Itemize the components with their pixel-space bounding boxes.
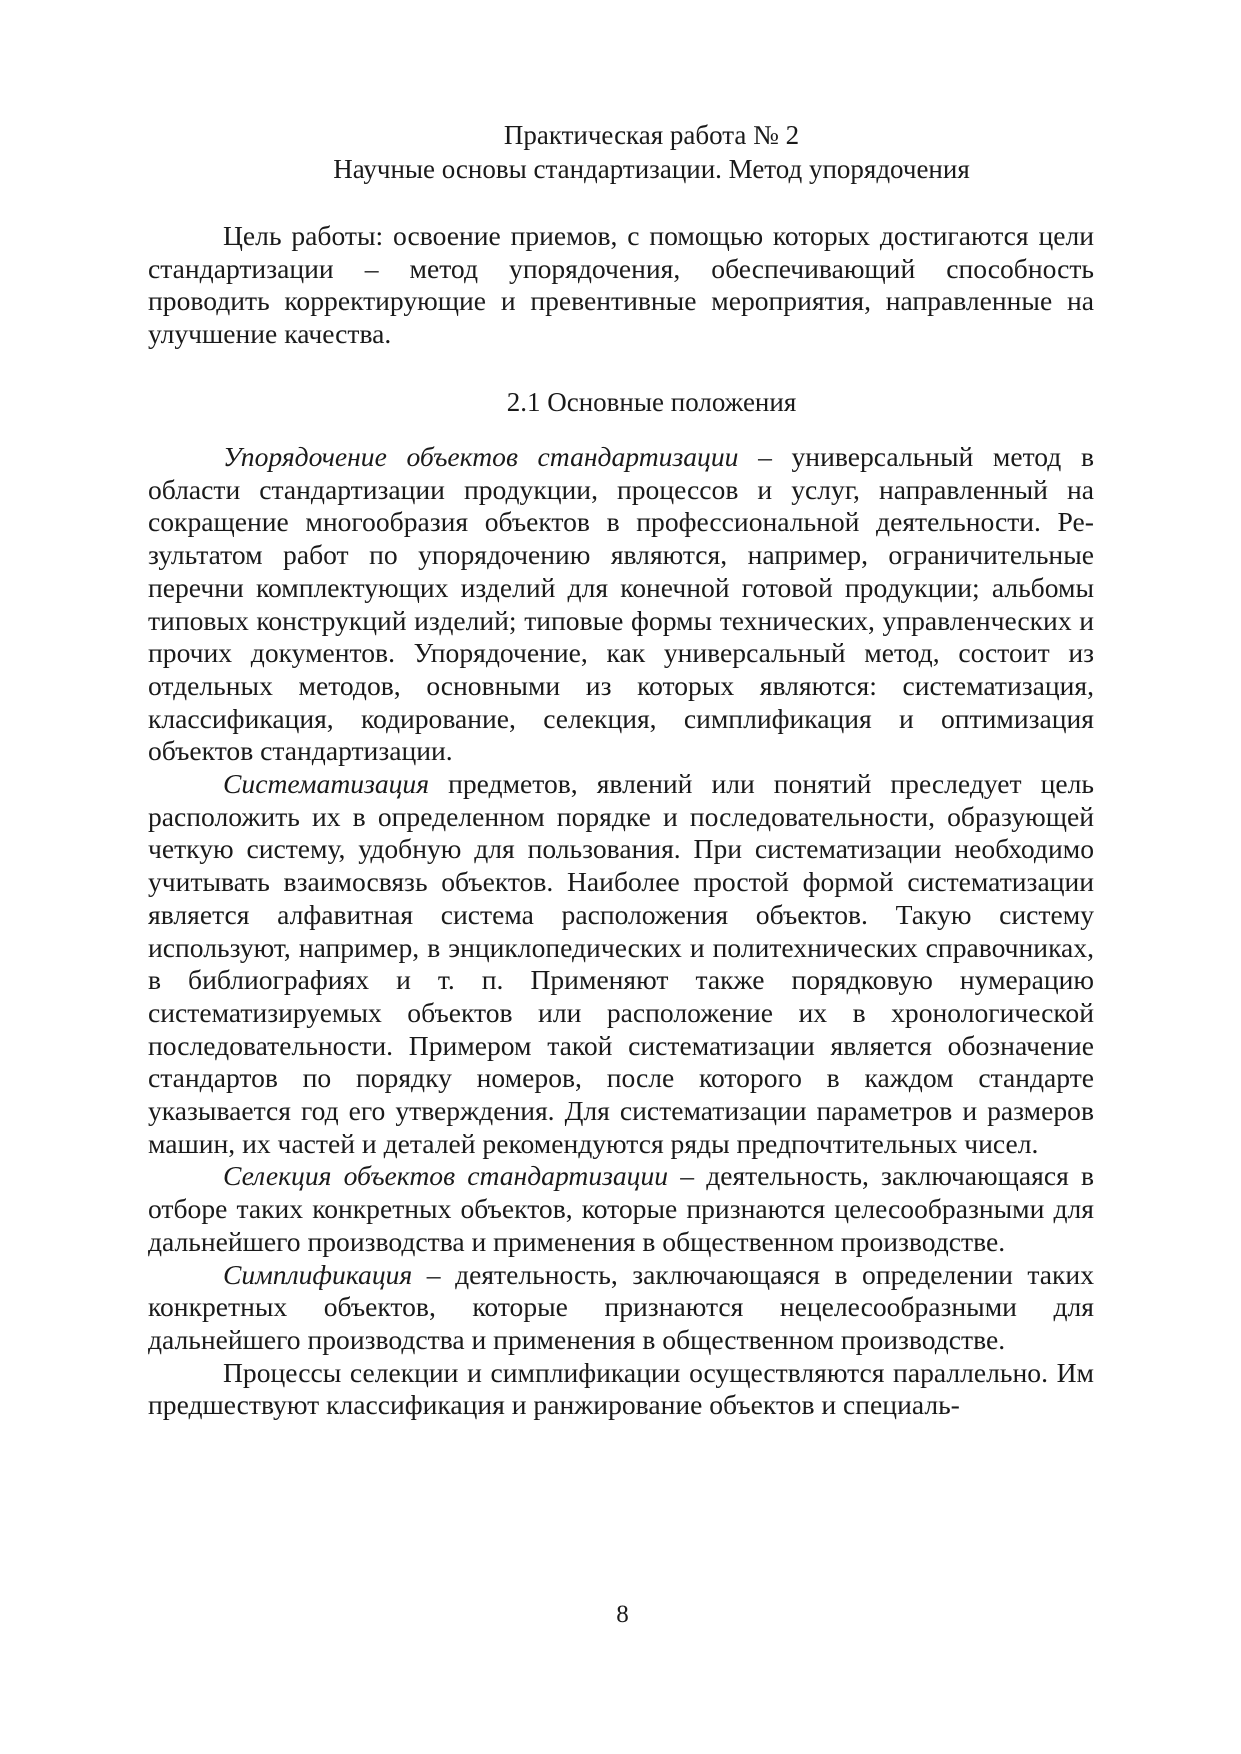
paragraph-simplification-text: – деятельность, заключающаяся в определении таких конкретных объектов, которые признаются нецелесообразными для дальнейшего производства и применения в общественном производстве.: [148, 1258, 1094, 1355]
paragraph-simplification: [148, 1259, 1094, 1357]
paragraph-selection-text: – деятельность, заключающаяся в отборе таких конкретных объектов, которые признаются целесообразными для дальнейшего производства и применения в общественном производстве.: [148, 1160, 1094, 1257]
paragraph-systematization: [148, 768, 1094, 1160]
paragraph-processes-text: Процессы селекции и симплификации осуществляются параллельно. Им предшествуют классификация и ранжирование объектов и специаль-: [148, 1356, 1094, 1421]
goal-block: [148, 220, 1094, 351]
paragraph-ordering: [148, 441, 1094, 768]
section-heading: 2.1 Основные положения: [506, 387, 797, 417]
term-ordering: Упорядочение объектов стандартизации: [223, 441, 739, 472]
section-body: [148, 441, 1094, 1422]
paragraph-processes: [148, 1357, 1094, 1422]
term-systematization: Систематизация: [223, 768, 430, 800]
page-number: 8: [616, 1601, 629, 1628]
paragraph-systematization-text: предметов, явлений или понятий преследует цель расположить их в определенном порядке и последовательности, образующей четкую систему, удобную для пользования. При систематизации необходимо учитывать взаимосвязь объектов. Наиболее простой формой систематизации является алфавитная система расположения объектов. Такую систему используют, например, в энциклопедических и политехнических справочниках, в библиографиях и т. п. Применяют также порядковую нумерацию систематизируемых объектов или расположение их в хронологической последовательности. Примером такой систематизации является обозначение стандартов по порядку номеров, после которого в каждом стандарте указывается год его утверждения. Для систематизации параметров и размеров машин, их частей и деталей рекомендуются ряды предпочтительных чисел.: [148, 768, 1094, 1159]
paragraph-selection: [148, 1160, 1094, 1258]
page-title: Практическая работа № 2: [503, 120, 800, 150]
goal-paragraph: Цель работы: освоение приемов, с помощью которых достигаются цели стандартизации – метод упорядочения, обеспечивающий способность проводить корректирующие и превентивные мероприятия, направленные на улучшение качества.: [148, 220, 1094, 350]
page-subtitle: Научные основы стандартизации. Метод упорядочения: [333, 154, 970, 184]
term-simplification: Симплификация: [223, 1258, 413, 1290]
term-selection: Селекция объектов стандартизации: [223, 1160, 669, 1192]
paragraph-ordering-text: – универсальный метод в области стандартизации продукции, процессов и услуг, направленный на сокращение многообразия объектов в профессиональной деятельности. Результатом работ по упорядочению являются, например, ограничительные перечни комплектующих изделий для конечной готовой продукции; альбомы типовых конструкций изделий; типовые формы технических, управленческих и прочих документов. Упорядочение, как универсальный метод, состоит из отдельных методов, основными из которых являются: систематизация, классификация, кодирование, селекция, симплификация и оптимизация объектов стандартизации.: [148, 441, 1094, 767]
